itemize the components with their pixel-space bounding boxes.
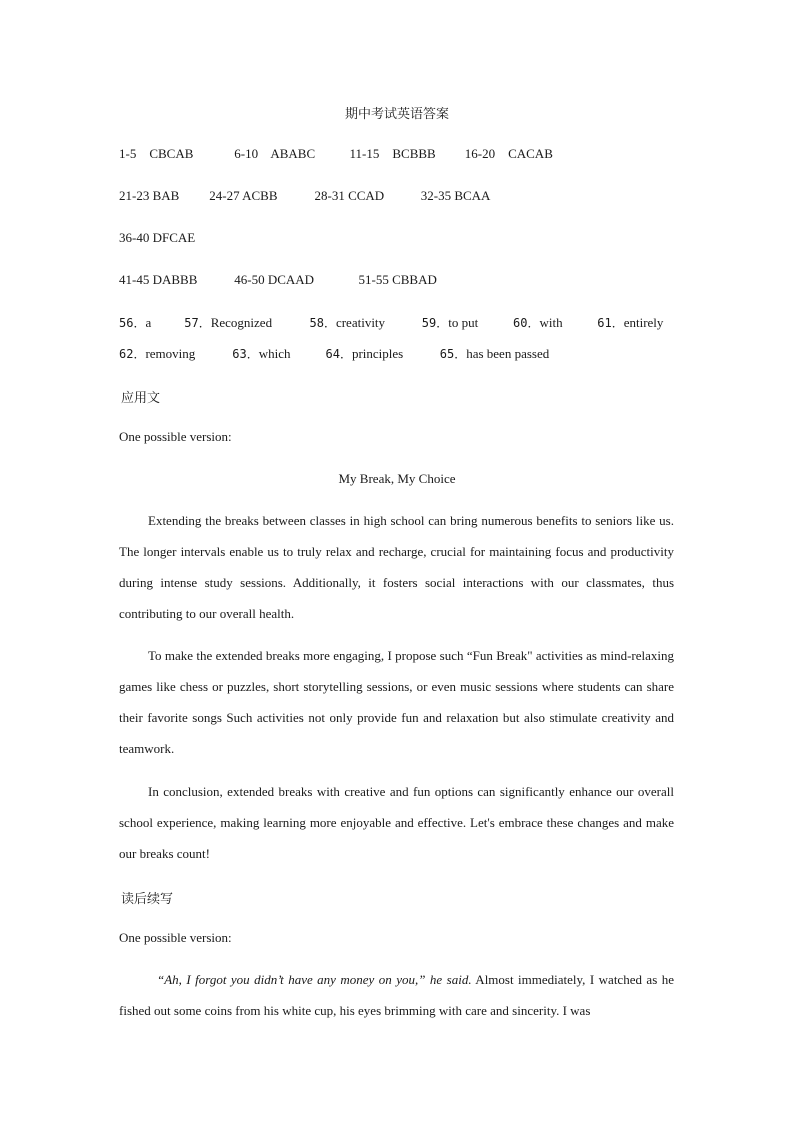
item-answer: removing xyxy=(145,346,196,361)
answer-group: 51-55 CBBAD xyxy=(358,272,437,287)
item-answer: has been passed xyxy=(466,346,550,361)
answer-group: 46-50 DCAAD xyxy=(234,272,315,287)
item-answer: a xyxy=(145,315,152,330)
fill-in-item xyxy=(232,345,322,362)
answer-group: 32-35 BCAA xyxy=(420,188,491,203)
section-heading-writing: 应用文 xyxy=(121,391,161,406)
fill-in-item xyxy=(119,314,181,331)
fill-in-row-1 xyxy=(119,314,663,331)
item-answer: with xyxy=(539,315,563,330)
essay-paragraph-1: Extending the breaks between classes in high school can bring numerous benefits to seniors like us. The longer intervals enable us to truly relax and recharge, crucial for maintaining focus and productivity during intense study sessions. Additionally, it fosters social interactions with our classmates, thus contributing to our overall health. xyxy=(119,513,674,621)
item-number: 60． xyxy=(513,316,540,330)
fill-in-item xyxy=(326,345,437,362)
item-number: 56． xyxy=(119,316,146,330)
answer-row-2 xyxy=(119,188,490,204)
answer-group: 28-31 CCAD xyxy=(314,188,385,203)
item-number: 62． xyxy=(119,347,146,361)
fill-in-item xyxy=(513,314,594,331)
fill-in-item xyxy=(310,314,419,331)
essay-paragraph-2: To make the extended breaks more engaging, I propose such “Fun Break" activities as mind-relaxing games like chess or puzzles, short storytelling sessions, or even music sessions where students can share their favorite songs Such activities not only provide fun and relaxation but also stimulate creativity and teamwork. xyxy=(119,648,674,756)
fill-in-item xyxy=(422,314,510,331)
item-number: 64． xyxy=(325,347,352,361)
answer-row-4 xyxy=(119,272,437,288)
answer-row-3 xyxy=(119,230,195,246)
item-answer: entirely xyxy=(623,315,664,330)
answer-group: 41-45 DABBB xyxy=(119,272,198,287)
answer-group: 16-20 CACAB xyxy=(464,146,553,161)
essay-title: My Break, My Choice xyxy=(338,471,456,486)
item-number: 59． xyxy=(421,316,449,330)
version-label: One possible version: xyxy=(119,429,232,444)
story-quote: “Ah, I forgot you didn’t have any money on you,” he said. xyxy=(157,972,472,987)
answer-group: 36-40 DFCAE xyxy=(119,230,196,245)
item-answer: Recognized xyxy=(210,315,273,330)
answer-group: 21-23 BAB xyxy=(119,188,180,203)
page-title: 期中考试英语答案 xyxy=(344,107,449,122)
section-heading-continuation: 读后续写 xyxy=(121,892,174,907)
item-answer: creativity xyxy=(335,315,386,330)
item-answer: to put xyxy=(448,315,479,330)
item-answer: which xyxy=(258,346,291,361)
answer-row-1 xyxy=(119,146,553,162)
version-label: One possible version: xyxy=(119,930,232,945)
item-number: 65． xyxy=(439,347,467,361)
item-number: 61． xyxy=(597,316,624,330)
answer-group: 24-27 ACBB xyxy=(209,188,278,203)
answer-group: 11-15 BCBBB xyxy=(349,146,436,161)
fill-in-row-2 xyxy=(119,345,549,362)
fill-in-item xyxy=(440,345,549,362)
item-answer: principles xyxy=(351,346,404,361)
item-number: 57． xyxy=(184,316,211,330)
story-text: Almost immediately, I watched as he fished out some coins from his white cup, his eyes brimming with care and sincerity. I was xyxy=(119,972,674,1018)
item-number: 63． xyxy=(232,347,259,361)
item-number: 58． xyxy=(309,316,336,330)
story-paragraph xyxy=(119,964,674,1026)
answer-group: 6-10 ABABC xyxy=(234,146,316,161)
essay-paragraph-3: In conclusion, extended breaks with creative and fun options can significantly enhance our overall school experience, making learning more enjoyable and effective. Let's embrace these changes and make our breaks count! xyxy=(119,784,674,861)
fill-in-item xyxy=(184,314,306,331)
fill-in-item xyxy=(597,314,663,331)
answer-group: 1-5 CBCAB xyxy=(119,146,194,161)
fill-in-item xyxy=(119,345,229,362)
